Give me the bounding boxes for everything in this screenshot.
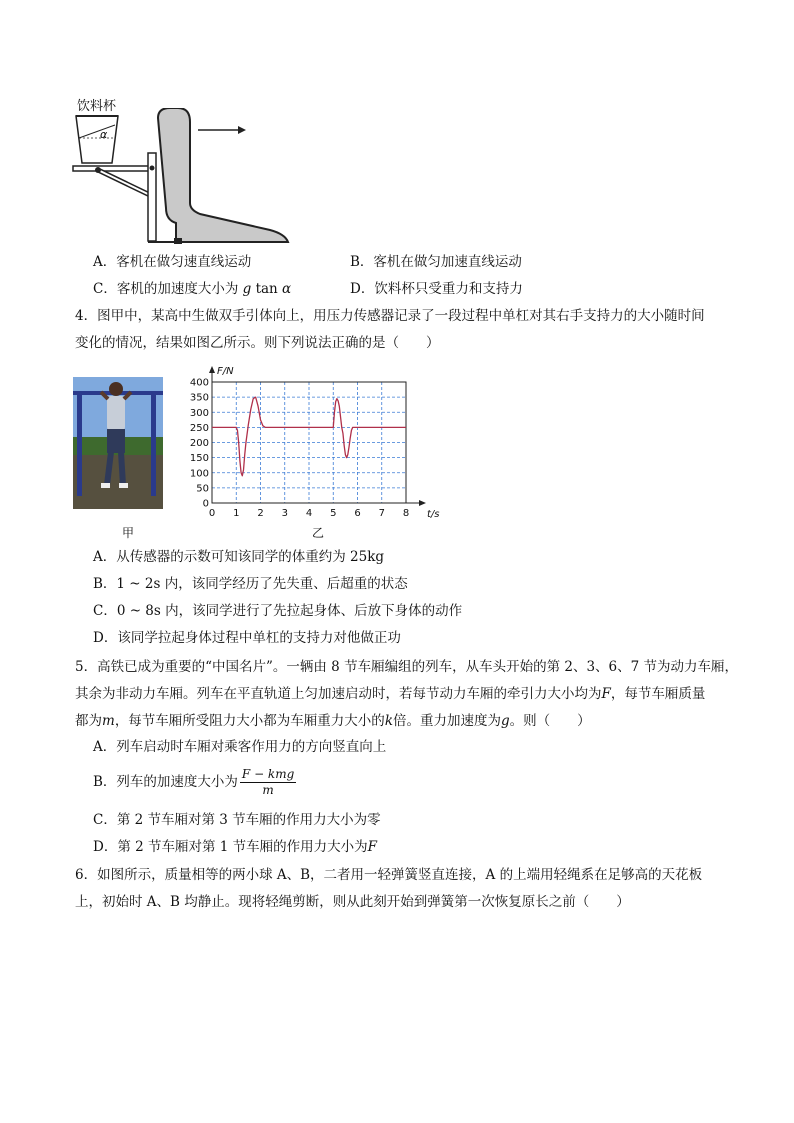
- x-tick-label: 5: [330, 508, 337, 519]
- q5-option-a[interactable]: A．列车启动时车厢对乘客作用力的方向竖直向上: [93, 739, 387, 755]
- q6-stem-line2: 上，初始时 A、B 均静止。现将轻绳剪断，则从此刻开始到弹簧第一次恢复原长之前（ ）: [75, 894, 630, 910]
- q3-option-b[interactable]: B．客机在做匀加速直线运动: [350, 254, 522, 270]
- q4-option-c[interactable]: C．0 ~ 8s 内，该同学进行了先拉起身体、后放下身体的动作: [93, 603, 463, 619]
- y-tick-label: 0: [202, 498, 209, 510]
- y-axis-label: F/N: [217, 366, 234, 377]
- fig3-diagram: [70, 108, 300, 248]
- q4-option-b[interactable]: B．1 ~ 2s 内，该同学经历了先失重、后超重的状态: [93, 576, 408, 592]
- q3-option-c[interactable]: C．客机的加速度大小为 g tan α: [93, 281, 292, 297]
- y-tick-label: 150: [189, 453, 209, 465]
- x-tick-label: 7: [378, 508, 385, 519]
- pull-up-photo: [73, 377, 163, 509]
- q4-option-d[interactable]: D．该同学拉起身体过程中单杠的支持力对他做正功: [93, 630, 401, 646]
- y-tick-label: 200: [189, 438, 209, 449]
- q5-option-d[interactable]: D．第 2 节车厢对第 1 节车厢的作用力大小为F: [93, 839, 378, 855]
- y-tick-label: 300: [189, 407, 209, 419]
- y-tick-label: 350: [189, 392, 209, 404]
- x-tick-label: 6: [354, 508, 361, 519]
- q3-option-a[interactable]: A．客机在做匀速直线运动: [93, 254, 252, 270]
- tray: [73, 166, 153, 171]
- liquid-surface: [79, 125, 115, 138]
- x-tick-label: 0: [208, 508, 216, 519]
- q5-option-c[interactable]: C．第 2 节车厢对第 3 节车厢的作用力大小为零: [93, 812, 381, 828]
- x-axis-label: t/s: [427, 509, 440, 520]
- y-axis-arrow: [209, 366, 215, 373]
- y-tick-label: 400: [189, 377, 209, 389]
- x-axis-arrow: [419, 500, 426, 506]
- x-tick-label: 3: [281, 508, 288, 519]
- q4-stem-line1: 4．图甲中，某高中生做双手引体向上，用压力传感器记录了一段过程中单杠对其右手支持力的大小随时间: [75, 308, 705, 324]
- y-tick-label: 250: [189, 422, 209, 434]
- q5-stem-line3: 都为m，每节车厢所受阻力大小都为车厢重力大小的k倍。重力加速度为g。则（ ）: [75, 713, 591, 729]
- q5-option-b[interactable]: B．列车的加速度大小为 $\frac{\text{F − kmg}}{m}$: [93, 767, 295, 797]
- x-tick-label: 8: [402, 508, 410, 519]
- q4-stem-line2: 变化的情况，结果如图乙所示。则下列说法正确的是（ ）: [75, 335, 440, 351]
- chart-caption: 乙: [312, 526, 325, 540]
- cup-body: [76, 116, 118, 163]
- q3-option-d[interactable]: D．饮料杯只受重力和支持力: [350, 281, 523, 297]
- q5-stem-line1: 5．高铁已成为重要的“中国名片”。一辆由 8 节车厢编组的列车，从车头开始的第 2、3、6、7 节为动力车厢，: [75, 659, 739, 675]
- q6-stem-line1: 6．如图所示，质量相等的两小球 A、B，二者用一轻弹簧竖直连接，A 的上端用轻绳系在足够高的天花板: [75, 867, 703, 883]
- q5-fraction: $\frac{\text{F − kmg}}{m}$: [241, 767, 295, 797]
- y-tick-label: 50: [196, 483, 209, 495]
- fig3-cup-label: 饮料杯: [77, 99, 117, 114]
- q5-stem-line2: 其余为非动力车厢。列车在平直轨道上匀加速启动时，若每节动力车厢的牵引力大小均为F，每节车厢质量: [75, 686, 706, 702]
- fig3-angle: α: [100, 128, 108, 141]
- force-time-chart: [180, 362, 440, 522]
- q4-option-a[interactable]: A．从传感器的示数可知该同学的体重约为 25kg: [93, 549, 385, 565]
- photo-caption: 甲: [122, 526, 135, 540]
- x-tick-label: 2: [257, 508, 264, 519]
- x-tick-label: 4: [305, 508, 313, 519]
- y-tick-label: 100: [189, 468, 209, 480]
- seat: [158, 108, 288, 242]
- x-tick-label: 1: [233, 508, 240, 519]
